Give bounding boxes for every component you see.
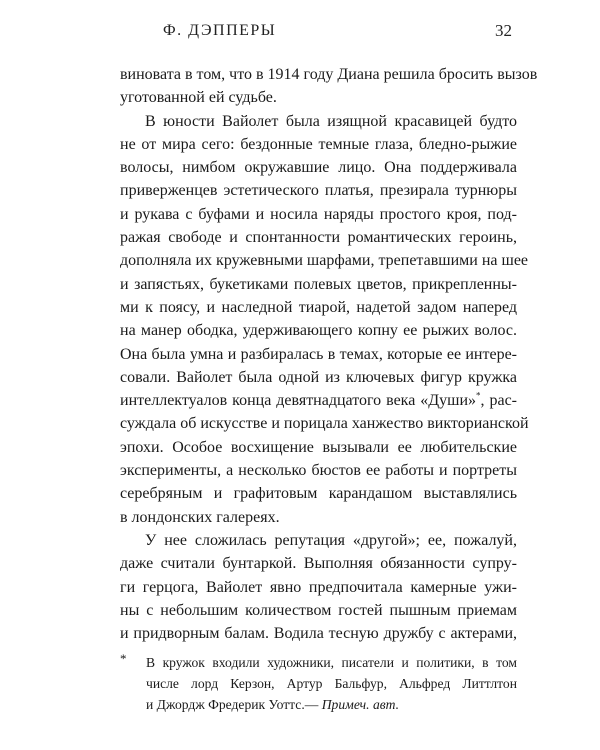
text-line: ны с небольшим количеством гостей пышным приемам <box>120 601 517 619</box>
text-line: ражая свободе и спонтанности романтических героинь, <box>120 229 517 247</box>
footnote-text: и Джордж Фредерик Уоттс.— <box>146 697 319 712</box>
text-line-with-footnote <box>120 389 517 412</box>
footnote-line: В кружок входили художники, писатели и политики, в том <box>146 655 517 670</box>
text-line: серебряным и графитовым карандашом выставлялись <box>120 485 517 503</box>
text-line: ги герцога, Вайолет явно предпочитала камерные ужи- <box>120 578 517 596</box>
text-line: эксперименты, а несколько бюстов ее работы и портреты <box>120 462 517 480</box>
text-line: дополняла их кружевными шарфами, трепетавшими на шее <box>120 252 529 270</box>
footnote-attribution: Примеч. авт. <box>321 697 400 712</box>
text-fragment: интеллектуалов конца девятнадцатого века «Души» <box>120 392 477 410</box>
text-line: и запястьях, букетиками полевых цветов, прикрепленны- <box>120 275 517 293</box>
footnote-marker: * <box>120 651 127 666</box>
footnote-reference[interactable]: * <box>476 390 481 401</box>
running-head: Ф. ДЭППЕРЫ <box>163 22 277 39</box>
body-text <box>120 63 538 645</box>
text-line: Она была умна и разбиралась в темах, которые ее интере- <box>120 345 517 363</box>
footnote-line <box>146 694 517 715</box>
text-line: волосы, нимбом окружавшие лицо. Она поддерживала <box>120 159 517 177</box>
text-line: приверженцев эстетического платья, презирала турнюры <box>120 182 517 200</box>
text-line: виновата в том, что в 1914 году Диана решила бросить вызов <box>120 66 538 83</box>
text-line: совали. Вайолет была одной из ключевых фигур кружка <box>120 368 517 386</box>
text-line: в лондонских галереях. <box>120 508 280 526</box>
text-line: эпохи. Особое восхищение вызывали ее любительские <box>120 438 517 456</box>
text-line: на манер ободка, удерживающего копну ее рыжих волос. <box>120 322 517 340</box>
text-line: и придворным балам. Водила тесную дружбу с актерами, <box>120 625 517 643</box>
text-line: и рукава с буфами и носила наряды простого кроя, под- <box>120 205 517 223</box>
text-line: не от мира сего: бездонные темные глаза, бледно-рыжие <box>120 135 517 153</box>
text-line: даже считали бунтаркой. Выполняя обязанности супру- <box>120 555 517 573</box>
text-fragment: , рас- <box>480 392 518 410</box>
footnote-line: числе лорд Керзон, Артур Бальфур, Альфред Литтлтон <box>146 676 517 691</box>
text-line: ми к поясу, и наследной тиарой, надетой задом наперед <box>120 298 517 316</box>
text-line: уготованной ей судьбе. <box>120 89 277 107</box>
page-number: 32 <box>495 21 512 40</box>
text-line: У нее сложилась репутация «другой»; ее, пожалуй, <box>145 531 517 549</box>
text-line: В юности Вайолет была изящной красавицей будто <box>145 112 517 130</box>
text-line: суждала об искусстве и порицала ханжество викторианской <box>120 415 529 433</box>
footnote <box>146 652 517 715</box>
